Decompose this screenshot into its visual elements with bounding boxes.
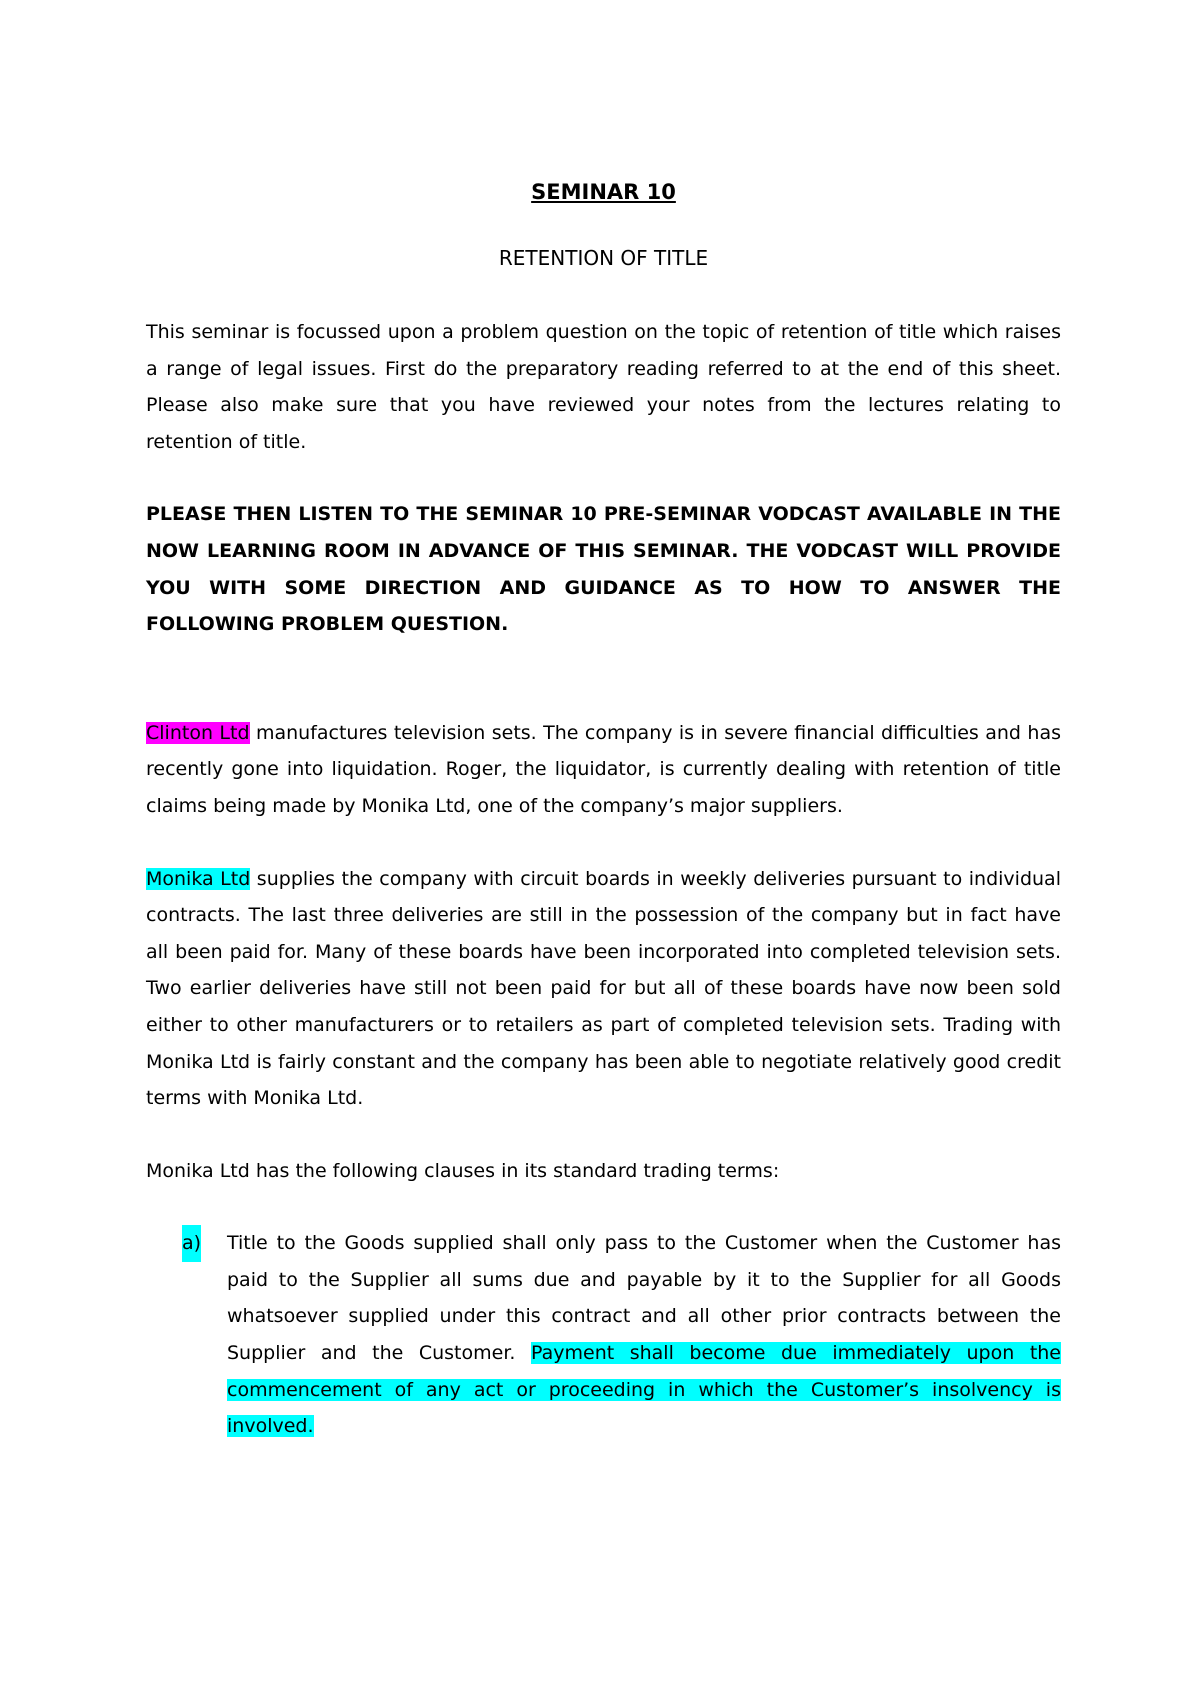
clause-a-text: Title to the Goods supplied shall only pass to the Customer when the Customer has paid to the Supplier all sums due and payable by it to the Supplier for all Goods whatsoever supplied under this contract and all other prior contracts between the Supplier and the Customer.	[227, 1232, 1061, 1365]
page-subtitle: RETENTION OF TITLE	[498, 246, 709, 270]
clause-a-marker: a)	[182, 1225, 201, 1262]
monika-paragraph-text: supplies the company with circuit boards in weekly deliveries pursuant to individual contracts. The last three deliveries are still in the possession of the company but in fact have all been paid for. Many of these boards have been incorporated into completed television sets. Two earlier deliveries have still not been paid for but all of these boards have now been sold either to other manufacturers or to retailers as part of completed television sets. Trading with Monika Ltd is fairly constant and the company has been able to negotiate relatively good credit terms with Monika Ltd.	[146, 867, 1061, 1110]
clinton-paragraph-text: manufactures television sets. The company is in severe financial difficulties and has recently gone into liquidation. Roger, the liquidator, is currently dealing with retention of title claims being made by Monika Ltd, one of the company’s major suppliers.	[146, 721, 1062, 817]
instruction-paragraph: PLEASE THEN LISTEN TO THE SEMINAR 10 PRE-SEMINAR VODCAST AVAILABLE IN THE NOW LEARNING ROOM IN ADVANCE OF THIS SEMINAR. THE VODCAST WILL PROVIDE YOU WITH SOME DIRECTION AND GUIDANCE AS TO HOW TO ANSWER THE FOLLOWING PROBLEM QUESTION.	[146, 503, 1061, 636]
clause-a	[146, 1225, 1061, 1445]
monika-ltd-highlight: Monika Ltd	[146, 867, 251, 890]
clinton-ltd-highlight: Clinton Ltd	[146, 721, 250, 744]
monika-paragraph	[146, 861, 1061, 1117]
document-body	[146, 174, 1061, 1445]
intro-paragraph: This seminar is focussed upon a problem question on the topic of retention of title which raises a range of legal issues. First do the preparatory reading referred to at the end of this sheet. Please also make sure that you have reviewed your notes from the lectures relating to retention of title.	[146, 321, 1061, 453]
clause-a-highlight: Payment shall become due immediately upon the commencement of any act or proceeding in which the Customer’s insolvency is involved.	[227, 1342, 1061, 1438]
clinton-paragraph	[146, 715, 1061, 825]
page-title: SEMINAR 10	[531, 180, 676, 204]
clauses-intro: Monika Ltd has the following clauses in its standard trading terms:	[146, 1159, 780, 1182]
